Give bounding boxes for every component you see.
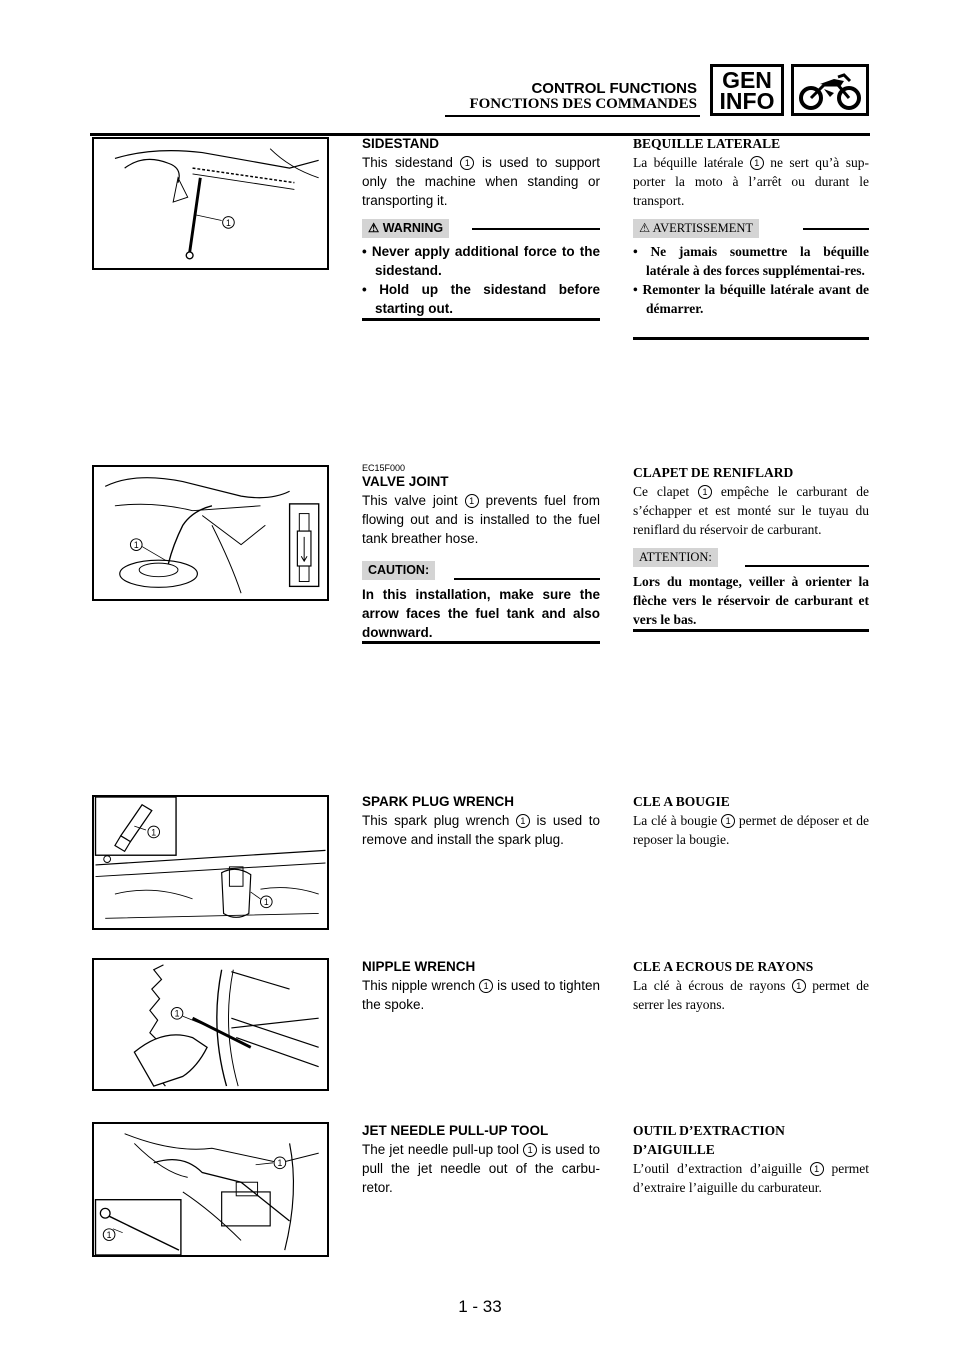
sidestand-figure — [92, 137, 329, 270]
sidestand-en — [362, 134, 600, 210]
valve-joint-figure — [92, 465, 329, 601]
caution-badge: ATTENTION: — [633, 548, 718, 567]
valve-en-end-rule — [362, 641, 600, 644]
figure-callout: 1 — [106, 1230, 112, 1241]
nipple-en-after: is used to tighten the spoke. — [362, 978, 600, 1012]
spark-fr-before: La clé à bougie — [633, 813, 718, 828]
callout-marker: 1 — [792, 979, 806, 993]
callout-marker: 1 — [721, 814, 735, 828]
nipple-wrench-figure — [92, 958, 329, 1091]
callout-marker: 1 — [516, 814, 530, 828]
valve-en — [362, 472, 600, 548]
spark-en — [362, 792, 600, 849]
spark-fr-title: CLE A BOUGIE — [633, 794, 730, 809]
list-item: • Hold up the sidestand before starting out. — [362, 282, 601, 316]
valve-en-after: prevents fuel from flowing out and is installed to the fuel tank breather hose. — [362, 493, 600, 546]
warning-badge — [362, 219, 449, 238]
sidestand-fr-end-rule — [633, 337, 869, 340]
valve-fr-caution-header — [633, 548, 869, 568]
nipple-fr-after: permet de serrer les rayons. — [633, 978, 869, 1012]
header-title-fr: FONCTIONS DES COMMANDES — [469, 96, 697, 112]
list-item: • Never apply additional force to the sidestand. — [362, 244, 601, 278]
sidestand-en-title: SIDESTAND — [362, 136, 440, 151]
figure-callout: 1 — [133, 540, 139, 551]
jet-fr-title-2: D’AIGUILLE — [633, 1142, 715, 1157]
figure-callout: 1 — [174, 1008, 180, 1019]
caution-rule — [745, 565, 869, 567]
jet-fr-before: L’outil d’extraction d’aiguille — [633, 1161, 802, 1176]
warning-label: AVERTISSEMENT — [652, 221, 754, 235]
callout-marker: 1 — [479, 979, 493, 993]
valve-en-caution-header — [362, 561, 600, 581]
valve-fr-caution-text: Lors du montage, veiller à orienter la flèche vers le réservoir de carburant et vers le bas. — [633, 574, 869, 627]
header-title-en: CONTROL FUNCTIONS — [531, 80, 697, 97]
nipple-en-before: This nipple wrench — [362, 978, 476, 993]
valve-fr-title: CLAPET DE RENIFLARD — [633, 465, 794, 480]
sidestand-fr-after: ne sert qu’à sup-porter la moto à l’arrêt ou durant le transport. — [633, 155, 869, 208]
jet-fr-title-1: OUTIL D’EXTRACTION — [633, 1123, 785, 1138]
warning-rule — [472, 228, 600, 230]
sidestand-fr-bullets — [633, 242, 869, 318]
sidestand-fr — [633, 134, 869, 210]
callout-marker: 1 — [750, 156, 764, 170]
warning-icon: ⚠ — [368, 221, 380, 235]
sidestand-en-after: is used to support only the machine when standing or transporting it. — [362, 155, 600, 208]
valve-en-title: VALVE JOINT — [362, 474, 449, 489]
list-item: • Remonter la béquille latérale avant de démarrer. — [633, 282, 870, 316]
section-badge-line1: GEN — [722, 67, 772, 93]
section-badge — [710, 64, 784, 116]
page-number: 1 - 33 — [458, 1297, 502, 1316]
valve-fr — [633, 463, 869, 539]
warning-label: WARNING — [382, 221, 444, 235]
section-badge-line2: INFO — [719, 88, 775, 114]
spark-plug-wrench-figure — [92, 795, 329, 930]
valve-fr-before: Ce clapet — [633, 484, 690, 499]
sidestand-en-warning-header — [362, 219, 600, 239]
callout-marker: 1 — [698, 485, 712, 499]
figure-callout: 1 — [277, 1158, 283, 1169]
sidestand-fr-warning-header — [633, 219, 869, 239]
figure-callout: 1 — [226, 217, 231, 228]
callout-marker: 1 — [810, 1162, 824, 1176]
jet-needle-tool-figure — [92, 1122, 329, 1257]
spark-en-title: SPARK PLUG WRENCH — [362, 794, 515, 809]
list-item: • Ne jamais soumettre la béquille latérale à des forces supplémentai-res. — [633, 244, 869, 278]
warning-badge — [633, 219, 759, 238]
sidestand-en-end-rule — [362, 318, 600, 321]
spark-fr-after: permet de déposer et de reposer la bougie. — [633, 813, 869, 847]
spark-en-after: is used to remove and install the spark plug. — [362, 813, 600, 847]
spark-en-before: This spark plug wrench — [362, 813, 510, 828]
nipple-en-title: NIPPLE WRENCH — [362, 959, 476, 974]
sidestand-en-bullets — [362, 242, 600, 318]
jet-en-after: is used to pull the jet needle out of the carbu-retor. — [362, 1142, 600, 1195]
figure-callout: 1 — [151, 827, 157, 838]
valve-en-caution-text: In this installation, make sure the arrow faces the fuel tank and also downward. — [362, 587, 600, 640]
jet-en-before: The jet needle pull-up tool — [362, 1142, 520, 1157]
caution-badge: CAUTION: — [362, 561, 435, 580]
callout-marker: 1 — [465, 494, 479, 508]
figure-callout: 1 — [263, 897, 269, 908]
jet-en-title: JET NEEDLE PULL-UP TOOL — [362, 1123, 549, 1138]
valve-fr-end-rule — [633, 629, 869, 632]
jet-fr-after: permet d’extraire l’aiguille du carburateur. — [633, 1161, 869, 1195]
motorcycle-icon — [791, 64, 869, 116]
sidestand-fr-title: BEQUILLE LATERALE — [633, 136, 781, 151]
caution-rule — [454, 578, 600, 580]
warning-icon: ⚠ — [639, 221, 651, 235]
header-rule — [445, 115, 700, 117]
valve-en-before: This valve joint — [362, 493, 458, 508]
valve-fr-after: empêche le carburant de s’échapper et est monté sur le tuyau du reniflard du réservoir de carburant. — [633, 484, 869, 537]
nipple-fr-before: La clé à écrous de rayons — [633, 978, 786, 993]
warning-rule — [803, 228, 869, 230]
sidestand-en-before: This sidestand — [362, 155, 453, 170]
nipple-fr — [633, 957, 869, 1014]
jet-en — [362, 1121, 600, 1197]
callout-marker: 1 — [460, 156, 474, 170]
sidestand-fr-before: La béquille latérale — [633, 155, 744, 170]
nipple-fr-title: CLE A ECROUS DE RAYONS — [633, 959, 814, 974]
section-code: EC15F000 — [362, 463, 406, 473]
callout-marker: 1 — [523, 1143, 537, 1157]
spark-fr — [633, 792, 869, 849]
jet-fr — [633, 1121, 869, 1197]
nipple-en — [362, 957, 600, 1014]
